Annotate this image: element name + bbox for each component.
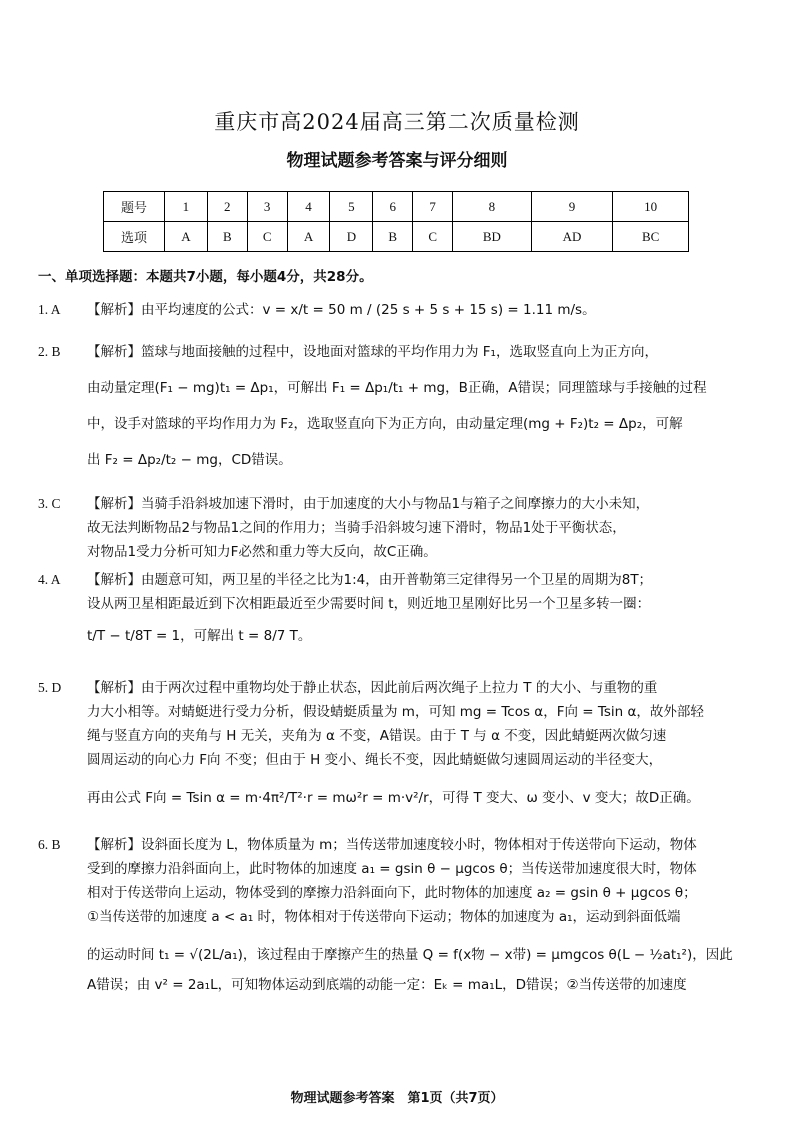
- answer-cell: D: [330, 222, 373, 252]
- answer-table-number-row: [104, 192, 689, 222]
- question-label: 4. A: [38, 572, 61, 587]
- solution-line: 由动量定理(F₁ − mg)t₁ = Δp₁，可解出 F₁ = Δp₁/t₁ + mg，B正确，A错误；同理篮球与手接触的过程: [87, 380, 707, 396]
- solution-line: 再由公式 F向 = Tsin α = m·4π²/T²·r = mω²r = m·v²/r，可得 T 变大、ω 变小、v 变大；故D正确。: [87, 790, 700, 806]
- solution-line: 圆周运动的向心力 F向 不变；但由于 H 变小、绳长不变，因此蜻蜓做匀速圆周运动的半径变大，: [87, 752, 663, 768]
- answer-cell: BC: [613, 222, 689, 252]
- solution-q5: [38, 676, 774, 810]
- answer-cell: BD: [453, 222, 532, 252]
- solution-line: 【解析】设斜面长度为 L，物体质量为 m；当传送带加速度较小时，物体相对于传送带向下运动，物体: [87, 837, 697, 853]
- question-number: 5: [330, 192, 373, 222]
- page-footer: 物理试题参考答案 第1页（共7页）: [290, 1091, 504, 1106]
- solution-line: 【解析】由于两次过程中重物均处于静止状态，因此前后两次绳子上拉力 T 的大小、与重物的重: [87, 680, 658, 696]
- question-label: 2. B: [38, 344, 61, 359]
- answer-table-answer-row: [104, 222, 689, 252]
- solution-line: 【解析】篮球与地面接触的过程中，设地面对篮球的平均作用力为 F₁，选取竖直向上为正方向，: [87, 344, 658, 360]
- row-label-number: 题号: [104, 192, 165, 222]
- question-label: 5. D: [38, 680, 62, 695]
- answer-cell: B: [373, 222, 413, 252]
- answer-cell: C: [413, 222, 453, 252]
- solution-line: 中，设手对篮球的平均作用力为 F₂，选取竖直向下为正方向，由动量定理(mg + F₂)t₂ = Δp₂，可解: [87, 416, 683, 432]
- question-label: 3. C: [38, 496, 61, 511]
- question-number: 4: [287, 192, 330, 222]
- answer-table: [103, 191, 689, 252]
- solution-line: 绳与竖直方向的夹角与 H 无关，夹角为 α 不变，A错误。由于 T 与 α 不变，因此蜻蜓两次做匀速: [87, 728, 667, 744]
- question-number: 7: [413, 192, 453, 222]
- solution-line: 力大小相等。对蜻蜓进行受力分析，假设蜻蜓质量为 m，可知 mg = Tcos α，F向 = Tsin α，故外部轻: [87, 704, 704, 720]
- row-label-answer: 选项: [104, 222, 165, 252]
- answer-cell: AD: [531, 222, 613, 252]
- solution-q4: [38, 568, 774, 648]
- answer-cell: B: [207, 222, 247, 252]
- page-title: 重庆市高2024届高三第二次质量检测: [214, 110, 580, 134]
- question-number: 8: [453, 192, 532, 222]
- solution-line: 设从两卫星相距最近到下次相距最近至少需要时间 t，则近地卫星刚好比另一个卫星多转一圈：: [87, 596, 651, 612]
- solution-q2: [38, 340, 774, 472]
- answer-cell: A: [287, 222, 330, 252]
- question-number: 10: [613, 192, 689, 222]
- solution-line: 的运动时间 t₁ = √(2L/a₁)，该过程由于摩擦产生的热量 Q = f(x物 − x带) = μmgcos θ(L − ½at₁²)，因此: [87, 947, 733, 963]
- solution-line: t/T − t/8T = 1，可解出 t = 8/7 T。: [87, 628, 312, 644]
- solution-line: 【解析】当骑手沿斜坡加速下滑时，由于加速度的大小与物品1与箱子之间摩擦力的大小未知，: [87, 496, 650, 512]
- solution-line: A错误；由 v² = 2a₁L，可知物体运动到底端的动能一定：Eₖ = ma₁L，D错误；②当传送带的加速度: [87, 977, 687, 993]
- solution-q3: [38, 492, 774, 564]
- answer-cell: A: [165, 222, 208, 252]
- solution-line: 对物品1受力分析可知力F必然和重力等大反向，故C正确。: [87, 544, 437, 560]
- solution-line: 相对于传送带向上运动，物体受到的摩擦力沿斜面向下，此时物体的加速度 a₂ = gsin θ + μgcos θ；: [87, 885, 697, 901]
- question-number: 3: [247, 192, 287, 222]
- question-label: 6. B: [38, 837, 61, 852]
- page-subtitle: 物理试题参考答案与评分细则: [286, 151, 508, 171]
- solution-line: ①当传送带的加速度 a < a₁ 时，物体相对于传送带向下运动；物体的加速度为 a₁，运动到斜面低端: [87, 909, 681, 925]
- answer-cell: C: [247, 222, 287, 252]
- solution-line: 【解析】由题意可知，两卫星的半径之比为1:4，由开普勒第三定律得另一个卫星的周期为8T；: [87, 572, 653, 588]
- solution-q1: [38, 298, 774, 322]
- solution-line: 故无法判断物品2与物品1之间的作用力；当骑手沿斜坡匀速下滑时，物品1处于平衡状态，: [87, 520, 626, 536]
- solution-line: 出 F₂ = Δp₂/t₂ − mg，CD错误。: [87, 452, 292, 468]
- solution-text: 【解析】由平均速度的公式：v = x/t = 50 m / (25 s + 5 s + 15 s) = 1.11 m/s。: [87, 302, 596, 318]
- question-number: 6: [373, 192, 413, 222]
- section-heading: 一、单项选择题：本题共7小题，每小题4分，共28分。: [38, 269, 373, 285]
- solution-line: 受到的摩擦力沿斜面向上，此时物体的加速度 a₁ = gsin θ − μgcos θ；当传送带加速度很大时，物体: [87, 861, 697, 877]
- question-number: 1: [165, 192, 208, 222]
- question-number: 9: [531, 192, 613, 222]
- question-number: 2: [207, 192, 247, 222]
- question-label: 1. A: [38, 302, 61, 317]
- solution-q6: [38, 833, 774, 997]
